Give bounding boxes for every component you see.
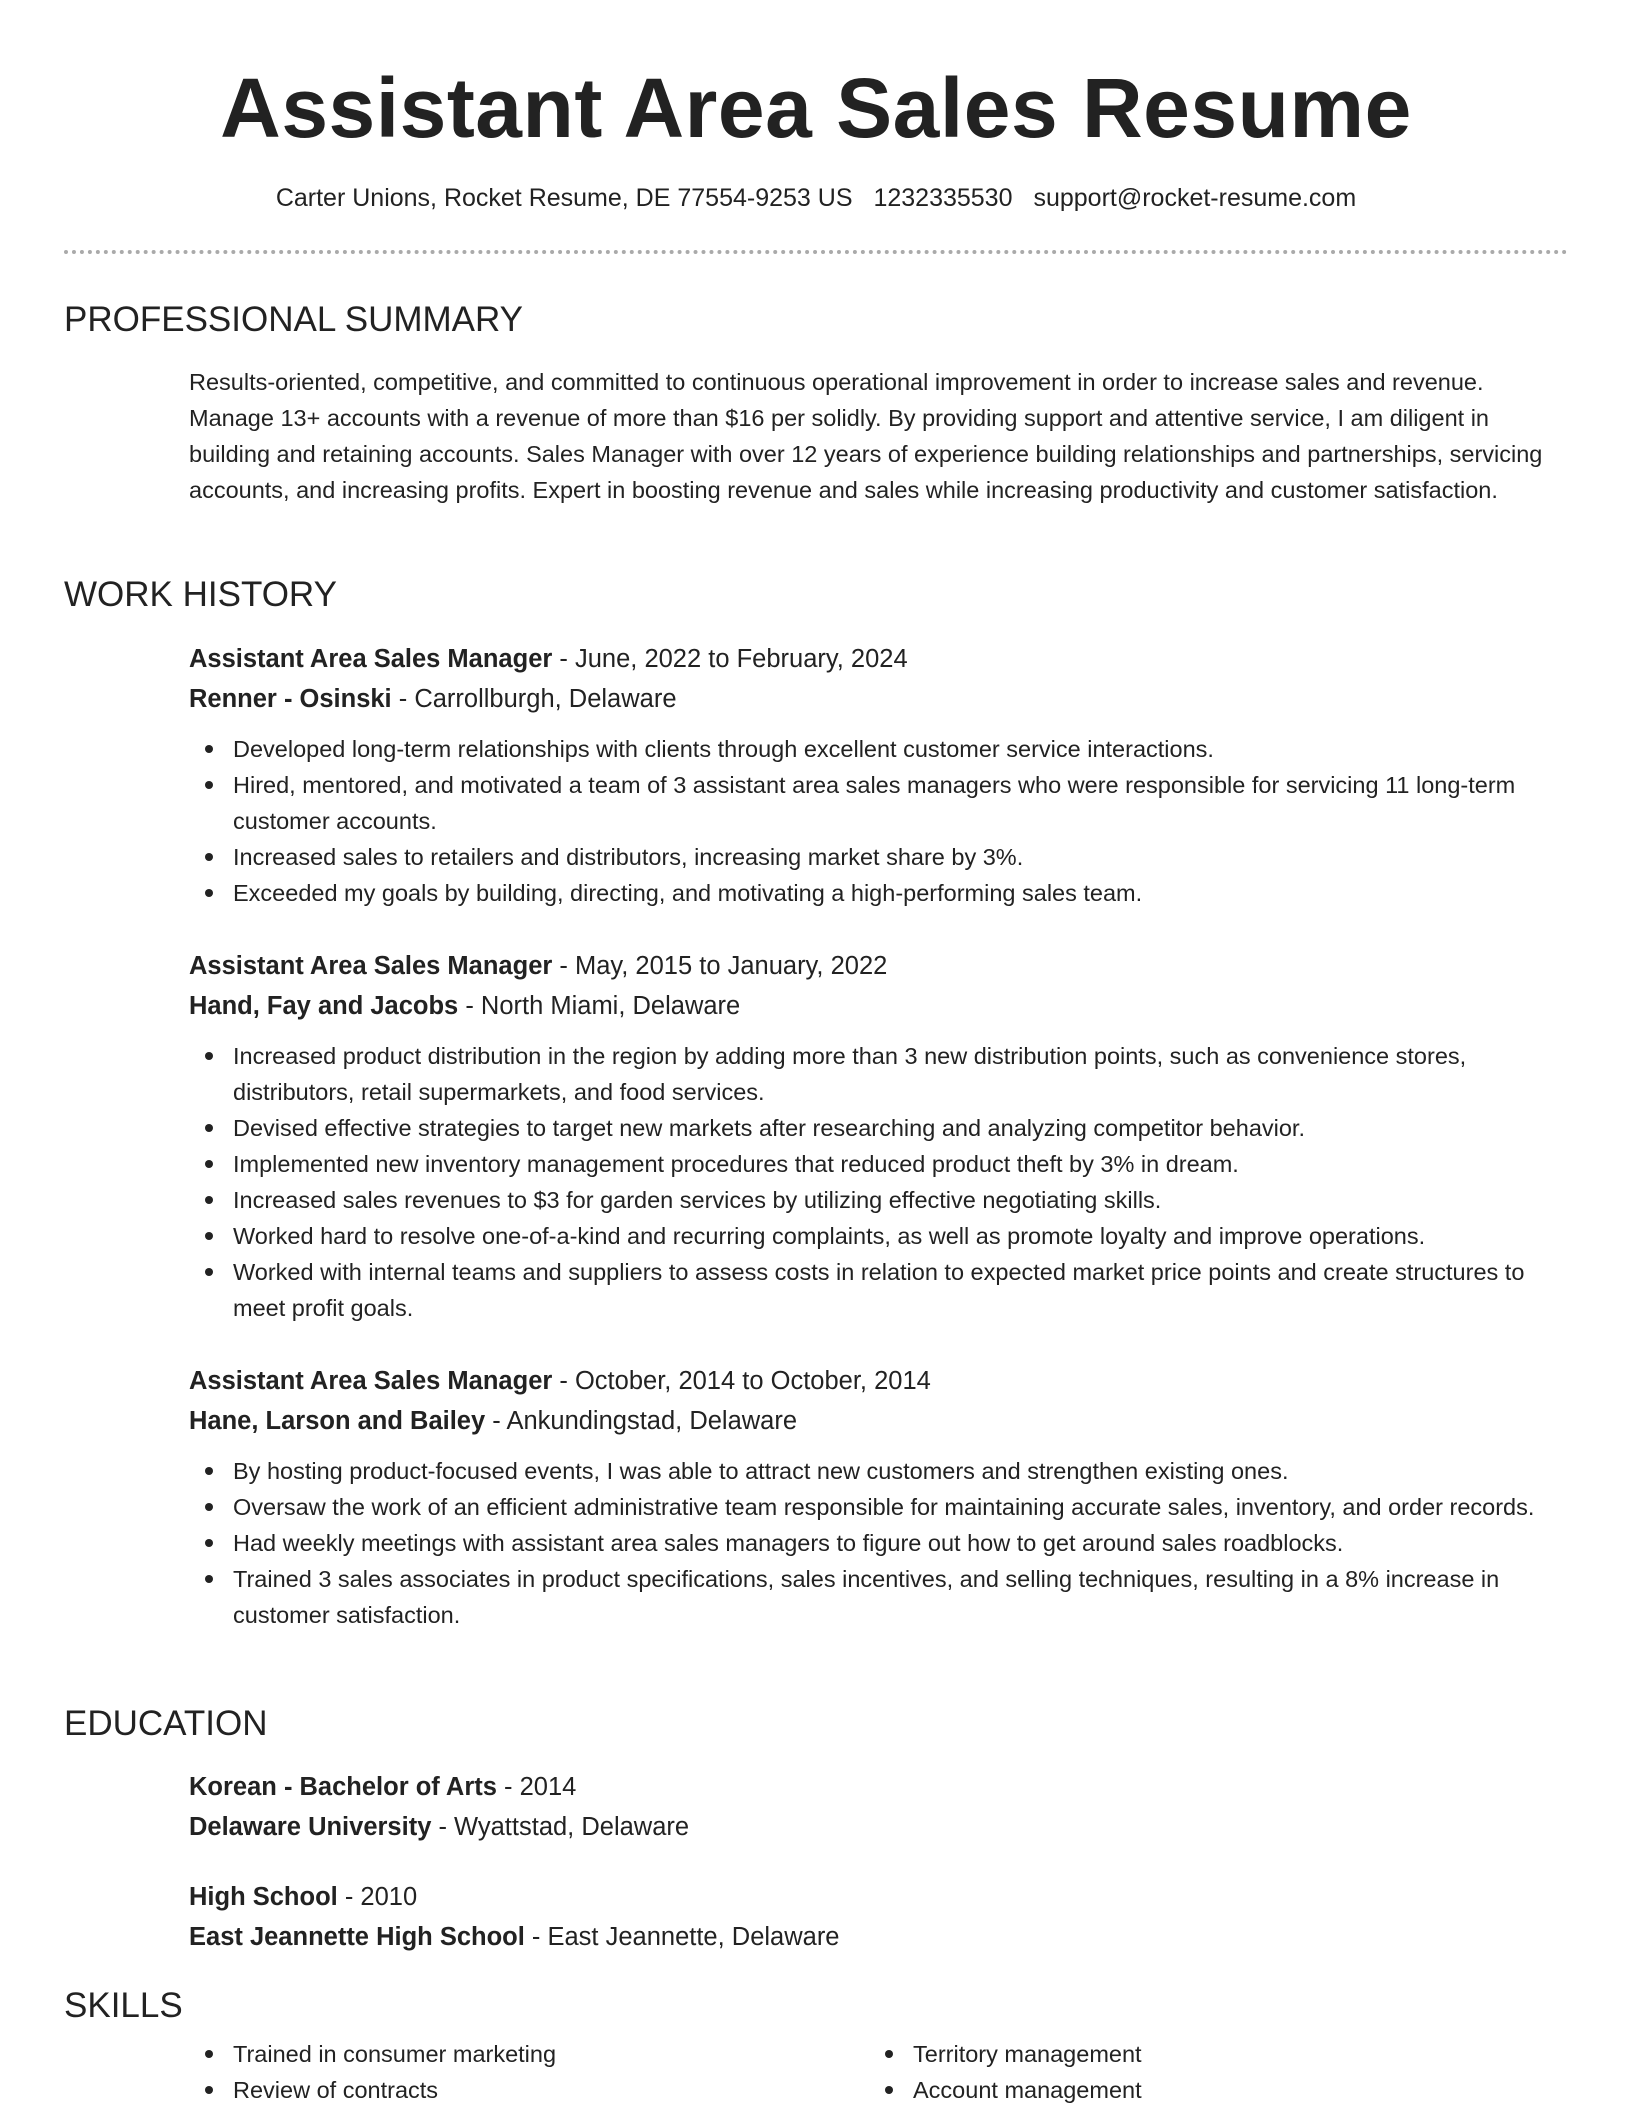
skill-item: Territory management <box>913 2036 1593 2072</box>
job-bullets <box>189 1038 1569 1326</box>
list-item: Worked with internal teams and suppliers to assess costs in relation to expected market price points and create structures to meet profit goals. <box>233 1254 1569 1326</box>
summary-section <box>189 364 1569 508</box>
job-bullets <box>189 731 1569 911</box>
job-dates: - June, 2022 to February, 2024 <box>552 645 908 673</box>
list-item: Oversaw the work of an efficient administrative team responsible for maintaining accurate sales, inventory, and order records. <box>233 1489 1569 1525</box>
education-entry <box>189 1767 1569 1847</box>
job-company: Hane, Larson and Bailey <box>189 1407 486 1435</box>
skills-section <box>189 2036 1569 2108</box>
list-item: Had weekly meetings with assistant area sales managers to figure out how to get around sales roadblocks. <box>233 1525 1569 1561</box>
list-item: Hired, mentored, and motivated a team of 3 assistant area sales managers who were responsible for servicing 11 long-term customer accounts. <box>233 767 1569 839</box>
job-dates: - May, 2015 to January, 2022 <box>552 952 888 980</box>
summary-heading: PROFESSIONAL SUMMARY <box>64 300 523 339</box>
skills-heading: SKILLS <box>64 1986 183 2025</box>
job-title-line <box>189 639 1569 679</box>
job-location: - Ankundingstad, Delaware <box>485 1407 798 1435</box>
education-heading: EDUCATION <box>64 1704 268 1743</box>
degree-year: - 2010 <box>337 1883 418 1911</box>
school-location: - East Jeannette, Delaware <box>524 1923 840 1951</box>
skill-item: Trained in consumer marketing <box>233 2036 913 2072</box>
job-location: - Carrollburgh, Delaware <box>391 685 677 713</box>
job-company: Renner - Osinski <box>189 685 392 713</box>
degree-line <box>189 1767 1569 1807</box>
job-bullets <box>189 1453 1569 1633</box>
contact-address: Carter Unions, Rocket Resume, DE 77554-9253 US <box>275 184 853 212</box>
job-entry <box>189 1361 1569 1633</box>
list-item: By hosting product-focused events, I was able to attract new customers and strengthen existing ones. <box>233 1453 1569 1489</box>
job-role: Assistant Area Sales Manager <box>189 952 553 980</box>
job-company-line <box>189 986 1569 1026</box>
job-company: Hand, Fay and Jacobs <box>189 992 459 1020</box>
school-name: Delaware University <box>189 1813 432 1841</box>
degree-name: High School <box>189 1883 338 1911</box>
school-line <box>189 1807 1569 1847</box>
job-entry <box>189 946 1569 1326</box>
header-divider <box>64 250 1568 254</box>
job-entry <box>189 639 1569 911</box>
job-title-line <box>189 946 1569 986</box>
job-dates: - October, 2014 to October, 2014 <box>552 1367 931 1395</box>
work-history-heading: WORK HISTORY <box>64 575 337 614</box>
school-name: East Jeannette High School <box>189 1923 525 1951</box>
list-item: Increased sales revenues to $3 for garden services by utilizing effective negotiating skills. <box>233 1182 1569 1218</box>
list-item: Increased product distribution in the region by adding more than 3 new distribution points, such as convenience stores, distributors, retail supermarkets, and food services. <box>233 1038 1569 1110</box>
degree-year: - 2014 <box>496 1773 577 1801</box>
school-line <box>189 1917 1569 1957</box>
resume-title: Assistant Area Sales Resume <box>220 61 1412 155</box>
skills-list <box>189 2036 1569 2108</box>
list-item: Implemented new inventory management procedures that reduced product theft by 3% in dream. <box>233 1146 1569 1182</box>
list-item: Devised effective strategies to target new markets after researching and analyzing competitor behavior. <box>233 1110 1569 1146</box>
list-item: Trained 3 sales associates in product specifications, sales incentives, and selling techniques, resulting in a 8% increase in customer satisfaction. <box>233 1561 1569 1633</box>
job-title-line <box>189 1361 1569 1401</box>
resume-header <box>0 0 1632 212</box>
skill-item: Review of contracts <box>233 2072 913 2108</box>
list-item: Developed long-term relationships with clients through excellent customer service interactions. <box>233 731 1569 767</box>
degree-name: Korean - Bachelor of Arts <box>189 1773 497 1801</box>
school-location: - Wyattstad, Delaware <box>431 1813 690 1841</box>
job-role: Assistant Area Sales Manager <box>189 645 553 673</box>
degree-line <box>189 1877 1569 1917</box>
contact-phone: 1232335530 <box>873 184 1013 212</box>
contact-line <box>0 178 1632 218</box>
list-item: Worked hard to resolve one-of-a-kind and recurring complaints, as well as promote loyalty and improve operations. <box>233 1218 1569 1254</box>
job-company-line <box>189 1401 1569 1441</box>
job-company-line <box>189 679 1569 719</box>
skill-item: Account management <box>913 2072 1593 2108</box>
contact-email: support@rocket-resume.com <box>1033 184 1357 212</box>
job-role: Assistant Area Sales Manager <box>189 1367 553 1395</box>
job-location: - North Miami, Delaware <box>458 992 741 1020</box>
education-entry <box>189 1877 1569 1957</box>
summary-text: Results-oriented, competitive, and committed to continuous operational improvement in order to increase sales and revenue. Manage 13+ accounts with a revenue of more than $16 per solidly. By providing support and attentive service, I am diligent in building and retaining accounts. Sales Manager with over 12 years of experience building relationships and partnerships, servicing accounts, and increasing profits. Expert in boosting revenue and sales while increasing productivity and customer satisfaction. <box>189 369 1543 503</box>
list-item: Exceeded my goals by building, directing, and motivating a high-performing sales team. <box>233 875 1569 911</box>
list-item: Increased sales to retailers and distributors, increasing market share by 3%. <box>233 839 1569 875</box>
